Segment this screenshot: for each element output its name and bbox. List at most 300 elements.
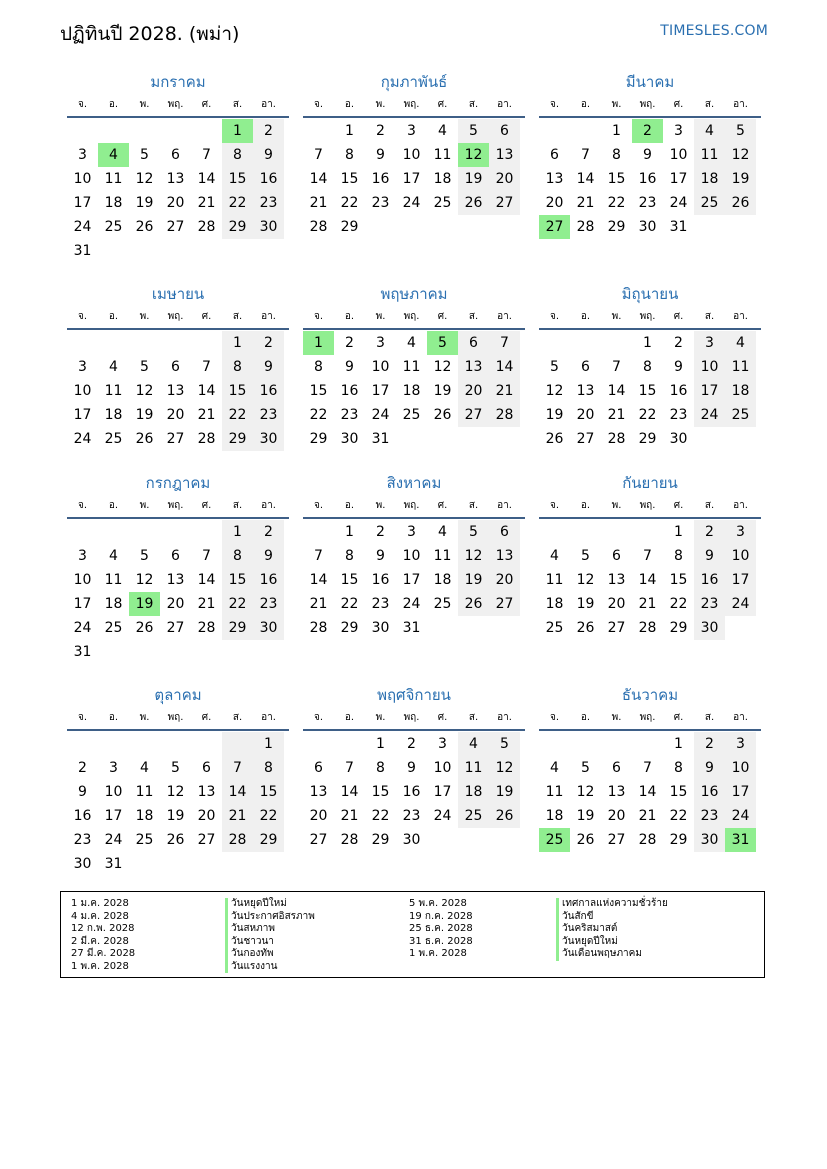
day-cell: 9 [253, 355, 284, 379]
weekday-label: ส. [468, 500, 479, 511]
day-cell: 28 [197, 219, 216, 235]
day-cell: 30 [371, 620, 390, 636]
day-cell: 30 [253, 215, 284, 239]
day-cell: 23 [253, 592, 284, 616]
day-cell: 6 [489, 119, 520, 143]
day-cell: 1 [643, 335, 652, 351]
day-cell: 16 [638, 171, 657, 187]
day-cell: 6 [171, 147, 180, 163]
weekday-label: อา. [733, 99, 748, 110]
weekday-label: อ. [344, 500, 355, 511]
day-cell: 17 [402, 171, 421, 187]
day-cell: 19 [135, 407, 154, 423]
holiday-date: 2 มี.ค. 2028 [71, 935, 129, 947]
day-cell: 6 [612, 548, 621, 564]
day-cell: 15 [309, 383, 328, 399]
weekday-header [303, 94, 525, 118]
day-cell: 16 [694, 568, 725, 592]
day-cell: 26 [135, 620, 154, 636]
day-cell: 15 [222, 167, 253, 191]
empty-day-cell [601, 520, 632, 544]
day-cell: 12 [489, 756, 520, 780]
day-cell: 1 [376, 736, 385, 752]
day-cell: 29 [607, 219, 626, 235]
holiday-dates-right [409, 898, 473, 961]
year-calendar-grid [67, 68, 767, 893]
day-cell: 12 [166, 784, 185, 800]
day-cell: 24 [104, 832, 123, 848]
empty-day-cell [539, 331, 570, 355]
empty-day-cell [303, 520, 334, 544]
weekday-header [539, 495, 761, 519]
day-cell: 2 [376, 123, 385, 139]
weekday-label: อ. [344, 712, 355, 723]
weekday-header [67, 306, 289, 330]
weekday-label: อา. [261, 712, 276, 723]
day-cell: 3 [78, 548, 87, 564]
day-cell: 16 [402, 784, 421, 800]
month-calendar [539, 280, 761, 469]
weekday-label: จ. [549, 99, 560, 110]
day-cell: 4 [109, 359, 118, 375]
day-cell: 19 [576, 596, 595, 612]
empty-day-cell [303, 119, 334, 143]
day-cell: 2 [694, 520, 725, 544]
weekday-label: ส. [232, 712, 243, 723]
day-cell: 11 [545, 572, 564, 588]
day-cell: 8 [674, 548, 683, 564]
day-cell: 11 [433, 147, 452, 163]
day-cell: 3 [674, 123, 683, 139]
holiday-name: วันชาวนา [225, 936, 315, 949]
day-cell: 18 [104, 195, 123, 211]
day-cell: 20 [545, 195, 564, 211]
day-cell: 16 [669, 383, 688, 399]
day-cell: 14 [309, 572, 328, 588]
weekday-header [303, 495, 525, 519]
day-cell: 26 [489, 804, 520, 828]
day-cell: 13 [166, 572, 185, 588]
weekday-label: อ. [344, 311, 355, 322]
day-cell: 23 [694, 592, 725, 616]
day-cell: 22 [669, 808, 688, 824]
day-cell: 27 [458, 403, 489, 427]
weekday-label: อ. [580, 311, 591, 322]
empty-day-cell [129, 331, 160, 355]
day-cell: 10 [73, 572, 92, 588]
day-cell: 10 [402, 548, 421, 564]
month-calendar [303, 469, 525, 681]
empty-day-cell [191, 732, 222, 756]
day-cell: 24 [669, 195, 688, 211]
day-cell: 9 [253, 544, 284, 568]
day-cell: 7 [314, 147, 323, 163]
weekday-header [539, 306, 761, 330]
day-cell: 27 [607, 620, 626, 636]
empty-day-cell [129, 119, 160, 143]
day-cell: 21 [489, 379, 520, 403]
day-cell: 31 [371, 431, 390, 447]
weekday-label: พ. [375, 712, 386, 723]
day-cell: 5 [458, 520, 489, 544]
day-cell: 3 [725, 520, 756, 544]
day-cell: 2 [674, 335, 683, 351]
month-name: ธันวาคม [621, 686, 679, 704]
weekday-label: อ. [108, 99, 119, 110]
weekday-label: พฤ. [639, 99, 656, 110]
day-cell: 31 [104, 856, 123, 872]
day-cell: 22 [253, 804, 284, 828]
weekday-label: ส. [232, 311, 243, 322]
day-cell: 27 [166, 219, 185, 235]
day-cell: 25 [104, 620, 123, 636]
weekday-label: จ. [313, 500, 324, 511]
day-cell: 13 [489, 544, 520, 568]
day-cell: 9 [376, 548, 385, 564]
day-cell: 10 [669, 147, 688, 163]
day-cell: 18 [135, 808, 154, 824]
weekday-label: อา. [261, 500, 276, 511]
day-cell: 15 [340, 171, 359, 187]
empty-day-cell [191, 331, 222, 355]
holiday-day-cell: 27 [539, 215, 570, 239]
day-cell: 31 [669, 219, 688, 235]
day-cell: 8 [345, 548, 354, 564]
weekday-label: พฤ. [403, 500, 420, 511]
weekday-label: จ. [77, 712, 88, 723]
empty-day-cell [98, 331, 129, 355]
weekday-label: พฤ. [167, 500, 184, 511]
month-name: สิงหาคม [386, 474, 442, 492]
day-cell: 4 [140, 760, 149, 776]
weekday-label: พฤ. [639, 500, 656, 511]
day-cell: 20 [458, 379, 489, 403]
holiday-date: 27 มี.ค. 2028 [71, 948, 136, 959]
day-cell: 16 [253, 568, 284, 592]
day-cell: 28 [197, 620, 216, 636]
weekday-label: พ. [139, 712, 150, 723]
day-cell: 27 [489, 191, 520, 215]
weekday-label: จ. [77, 99, 88, 110]
holiday-name: วันเดือนพฤษภาคม [556, 948, 668, 961]
day-cell: 29 [371, 832, 390, 848]
day-cell: 2 [253, 119, 284, 143]
day-cell: 6 [314, 760, 323, 776]
day-cell: 8 [253, 756, 284, 780]
weekday-label: ส. [468, 712, 479, 723]
day-cell: 4 [550, 760, 559, 776]
day-cell: 14 [340, 784, 359, 800]
day-cell: 1 [345, 524, 354, 540]
page-title: ปฏิทินปี 2028. (พม่า) [60, 23, 240, 45]
day-cell: 21 [576, 195, 595, 211]
day-cell: 25 [725, 403, 756, 427]
empty-day-cell [191, 520, 222, 544]
day-cell: 26 [135, 219, 154, 235]
day-cell: 13 [166, 383, 185, 399]
day-cell: 18 [725, 379, 756, 403]
day-grid [303, 119, 525, 239]
day-cell: 16 [694, 780, 725, 804]
day-cell: 8 [345, 147, 354, 163]
day-cell: 12 [725, 143, 756, 167]
day-cell: 22 [222, 191, 253, 215]
day-cell: 7 [489, 331, 520, 355]
weekday-label: พฤ. [167, 99, 184, 110]
day-cell: 7 [581, 147, 590, 163]
weekday-label: ศ. [437, 500, 448, 511]
day-cell: 27 [576, 431, 595, 447]
day-cell: 29 [309, 431, 328, 447]
day-cell: 14 [638, 784, 657, 800]
day-cell: 25 [104, 431, 123, 447]
day-cell: 20 [607, 808, 626, 824]
day-cell: 29 [669, 832, 688, 848]
day-cell: 26 [433, 407, 452, 423]
day-cell: 26 [458, 191, 489, 215]
day-cell: 23 [669, 407, 688, 423]
month-name: กรกฎาคม [145, 474, 211, 492]
day-cell: 23 [73, 832, 92, 848]
day-cell: 1 [222, 520, 253, 544]
month-name: กุมภาพันธ์ [380, 73, 448, 91]
day-cell: 11 [725, 355, 756, 379]
weekday-label: อา. [261, 99, 276, 110]
month-calendar [67, 469, 289, 681]
day-cell: 4 [458, 732, 489, 756]
day-cell: 30 [669, 431, 688, 447]
month-name: มีนาคม [625, 73, 675, 91]
day-cell: 18 [433, 572, 452, 588]
day-cell: 23 [253, 403, 284, 427]
day-cell: 19 [545, 407, 564, 423]
day-cell: 28 [489, 403, 520, 427]
day-cell: 12 [458, 544, 489, 568]
weekday-label: ส. [704, 99, 715, 110]
day-cell: 22 [309, 407, 328, 423]
day-cell: 15 [669, 784, 688, 800]
month-calendar [539, 469, 761, 681]
day-cell: 22 [638, 407, 657, 423]
day-cell: 19 [725, 167, 756, 191]
day-cell: 10 [371, 359, 390, 375]
day-cell: 22 [669, 596, 688, 612]
weekday-label: ศ. [673, 500, 684, 511]
holiday-name: วันสหภาพ [225, 923, 315, 936]
empty-day-cell [601, 732, 632, 756]
day-cell: 27 [489, 592, 520, 616]
day-cell: 14 [576, 171, 595, 187]
day-cell: 9 [674, 359, 683, 375]
day-cell: 28 [576, 219, 595, 235]
day-cell: 11 [104, 383, 123, 399]
day-cell: 2 [407, 736, 416, 752]
weekday-label: อ. [108, 712, 119, 723]
day-cell: 19 [489, 780, 520, 804]
day-cell: 28 [309, 219, 328, 235]
day-cell: 21 [309, 596, 328, 612]
day-cell: 23 [638, 195, 657, 211]
day-cell: 3 [725, 732, 756, 756]
day-cell: 30 [340, 431, 359, 447]
empty-day-cell [222, 732, 253, 756]
day-cell: 1 [345, 123, 354, 139]
holiday-day-cell: 1 [303, 331, 334, 355]
day-cell: 15 [638, 383, 657, 399]
empty-day-cell [98, 119, 129, 143]
day-cell: 5 [140, 147, 149, 163]
day-cell: 28 [638, 620, 657, 636]
day-cell: 14 [489, 355, 520, 379]
brand-link[interactable]: TIMESLES.COM [660, 23, 768, 39]
weekday-label: อ. [580, 500, 591, 511]
day-cell: 12 [135, 383, 154, 399]
day-grid [539, 119, 761, 239]
day-cell: 22 [340, 195, 359, 211]
weekday-header [67, 707, 289, 731]
holiday-day-cell: 19 [129, 592, 160, 616]
day-cell: 21 [197, 195, 216, 211]
weekday-label: อ. [580, 712, 591, 723]
empty-day-cell [601, 331, 632, 355]
weekday-label: อา. [733, 500, 748, 511]
weekday-label: อ. [108, 311, 119, 322]
day-cell: 14 [638, 572, 657, 588]
empty-day-cell [570, 520, 601, 544]
day-cell: 25 [433, 195, 452, 211]
day-cell: 8 [314, 359, 323, 375]
day-cell: 5 [140, 359, 149, 375]
day-cell: 21 [222, 804, 253, 828]
holiday-date: 1 พ.ค. 2028 [71, 960, 129, 972]
day-grid [303, 732, 525, 852]
day-cell: 24 [402, 596, 421, 612]
day-cell: 14 [197, 572, 216, 588]
day-cell: 24 [371, 407, 390, 423]
empty-day-cell [539, 732, 570, 756]
weekday-label: พฤ. [403, 311, 420, 322]
day-cell: 18 [458, 780, 489, 804]
empty-day-cell [570, 331, 601, 355]
weekday-label: ศ. [673, 99, 684, 110]
day-cell: 17 [73, 195, 92, 211]
weekday-label: ศ. [673, 712, 684, 723]
holiday-date: 19 ก.ค. 2028 [409, 910, 473, 922]
day-cell: 5 [140, 548, 149, 564]
day-cell: 25 [433, 596, 452, 612]
day-cell: 3 [438, 736, 447, 752]
day-cell: 23 [694, 804, 725, 828]
empty-day-cell [160, 732, 191, 756]
day-cell: 25 [694, 191, 725, 215]
day-cell: 4 [109, 548, 118, 564]
day-cell: 17 [694, 379, 725, 403]
weekday-label: พ. [611, 712, 622, 723]
day-cell: 22 [222, 592, 253, 616]
day-cell: 4 [407, 335, 416, 351]
day-cell: 27 [197, 832, 216, 848]
day-cell: 26 [166, 832, 185, 848]
day-cell: 27 [607, 832, 626, 848]
day-cell: 4 [438, 524, 447, 540]
day-cell: 12 [135, 572, 154, 588]
day-cell: 9 [694, 544, 725, 568]
day-cell: 2 [253, 520, 284, 544]
month-name: พฤษภาคม [380, 285, 448, 303]
day-cell: 21 [340, 808, 359, 824]
weekday-header [539, 94, 761, 118]
month-name: มิถุนายน [621, 285, 679, 303]
day-cell: 2 [376, 524, 385, 540]
day-cell: 24 [73, 219, 92, 235]
weekday-header [303, 707, 525, 731]
day-cell: 25 [545, 620, 564, 636]
weekday-header [67, 94, 289, 118]
day-cell: 9 [407, 760, 416, 776]
empty-day-cell [160, 331, 191, 355]
day-cell: 31 [73, 644, 92, 660]
day-cell: 16 [340, 383, 359, 399]
day-cell: 18 [402, 383, 421, 399]
day-cell: 15 [340, 572, 359, 588]
day-cell: 13 [576, 383, 595, 399]
day-cell: 9 [694, 756, 725, 780]
day-cell: 14 [607, 383, 626, 399]
day-cell: 27 [309, 832, 328, 848]
day-cell: 8 [222, 355, 253, 379]
day-cell: 8 [376, 760, 385, 776]
month-calendar [303, 681, 525, 893]
day-cell: 6 [171, 359, 180, 375]
day-cell: 31 [402, 620, 421, 636]
day-cell: 11 [402, 359, 421, 375]
day-cell: 22 [222, 403, 253, 427]
day-cell: 30 [402, 832, 421, 848]
day-cell: 3 [694, 331, 725, 355]
holiday-name: วันสักขี [556, 911, 668, 924]
day-cell: 21 [197, 407, 216, 423]
day-cell: 29 [638, 431, 657, 447]
day-cell: 14 [309, 171, 328, 187]
day-cell: 20 [576, 407, 595, 423]
weekday-label: จ. [77, 311, 88, 322]
day-cell: 19 [135, 195, 154, 211]
day-cell: 23 [402, 808, 421, 824]
holiday-date: 5 พ.ค. 2028 [409, 898, 467, 909]
day-cell: 10 [402, 147, 421, 163]
day-cell: 25 [104, 219, 123, 235]
weekday-label: พ. [611, 500, 622, 511]
weekday-label: อา. [733, 712, 748, 723]
empty-day-cell [160, 119, 191, 143]
weekday-header [539, 707, 761, 731]
empty-day-cell [67, 119, 98, 143]
empty-day-cell [570, 732, 601, 756]
holiday-name: วันกองทัพ [225, 948, 315, 961]
day-cell: 19 [166, 808, 185, 824]
day-cell: 31 [73, 243, 92, 259]
month-calendar [67, 280, 289, 469]
day-cell: 20 [197, 808, 216, 824]
day-cell: 6 [202, 760, 211, 776]
weekday-label: จ. [313, 712, 324, 723]
weekday-label: จ. [313, 99, 324, 110]
day-cell: 21 [197, 596, 216, 612]
empty-day-cell [334, 732, 365, 756]
weekday-label: ส. [704, 500, 715, 511]
day-cell: 15 [253, 780, 284, 804]
day-cell: 11 [104, 171, 123, 187]
